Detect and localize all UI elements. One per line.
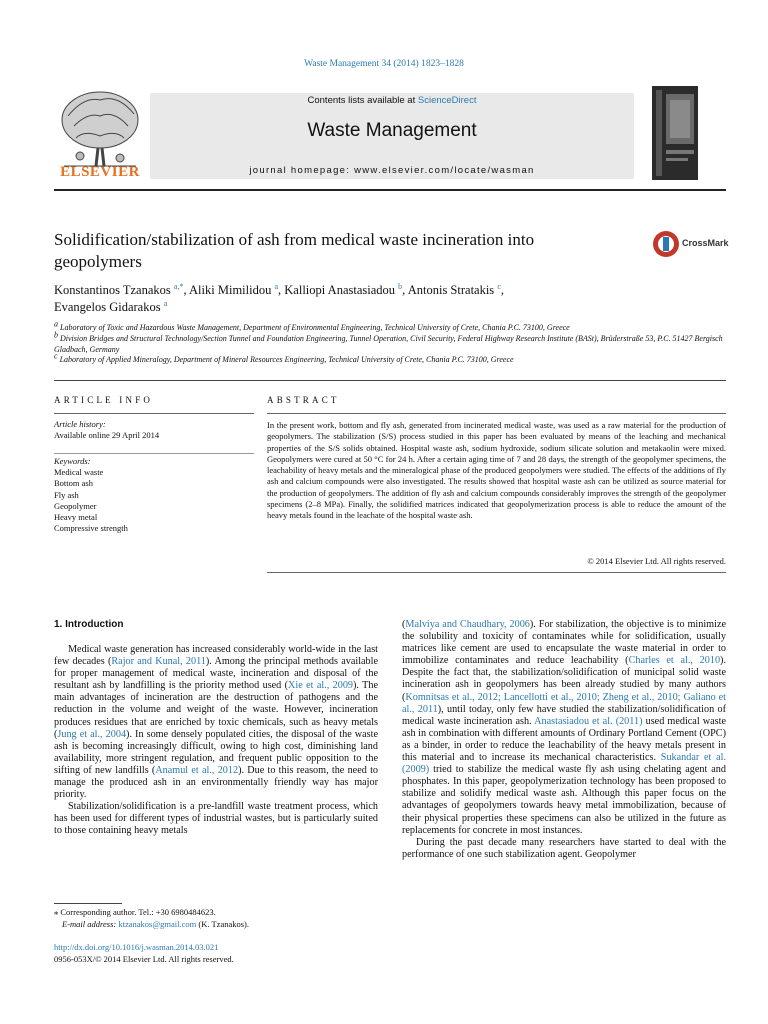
author-affiliation-mark[interactable]: a,* — [173, 281, 184, 291]
affiliation-mark: c — [54, 351, 58, 361]
intro-paragraph-2-cont: (Malviya and Chaudhary, 2006). For stabilization, the objective is to minimize the solubility and toxicity of contaminates while for solidification, usually matrices like cement are used to encapsulate the waste material in order to immobilize contaminates and reduce leachability (Charles et al., 2010). Despite the fact that, the stabilization/solidification of municipal solid waste incineration ash in geopolymers has been already studied by many authors (Komnitsas et al., 2012; Lancellotti et al., 2010; Zheng et al., 2010; Galiano et al., 2011), until today, only few have studied the stabilization/solidification of medical waste incineration ash. Anastasiadou et al. (2011) used medical waste ash in combination with different amounts of Ordinary Portland Cement (OPC) as a binder, in order to reduce the leachability of the heavy metals present in this material and to increase its mechanical characteristics. Sukandar et al. (2009) tried to stabilize the medical waste fly ash using chelating agent and phosphates. In this paper, geopolymerization technology has been proposed to stabilize and solidify medical waste ash. Although this paper focus on the advantages of geopolymers towards heavy metal immobilization, because of their physical properties these specimens can also be utilized in the future as replacements for concrete in most instances. — [402, 619, 726, 836]
author-name: Evangelos Gidarakos — [54, 300, 164, 314]
author-name: Aliki Mimilidou — [189, 283, 275, 297]
affiliation-item — [54, 330, 726, 356]
journal-citation[interactable]: Waste Management 34 (2014) 1823–1828 — [304, 59, 464, 69]
email-link[interactable]: ktzanakos@gmail.com — [118, 918, 197, 929]
author-separator: , — [278, 283, 285, 297]
section-heading-introduction: 1. Introduction — [54, 619, 124, 630]
section-rule — [54, 380, 726, 381]
contents-line — [150, 95, 634, 106]
author-name: Antonis Stratakis — [407, 283, 498, 297]
affiliation-item — [54, 319, 726, 334]
header-rule — [54, 189, 726, 191]
ref-link[interactable]: Komnitsas et al., 2012; Lancellotti et al., 2010; Zheng et al., 2010; Galiano et al., 2011 — [402, 691, 726, 715]
affiliation-text: Division Bridges and Structural Technology/Section Tunnel and Foundation Engineering, Tunnel Operation, Civil Security, Federal Highway Research Institute (BASt), Brüderstraße 53, P.C. 51427 Bergisch Gladbach, Germany — [54, 333, 723, 354]
keyword-item: Compressive strength — [54, 523, 128, 534]
article-history — [54, 419, 254, 441]
author-name: Konstantinos Tzanakos — [54, 283, 174, 297]
abstract-heading: ABSTRACT — [267, 395, 340, 405]
crossmark-label[interactable]: CrossMark — [682, 238, 729, 248]
author-list — [54, 282, 674, 316]
history-value: Available online 29 April 2014 — [54, 430, 160, 440]
ref-link[interactable]: Anamul et al., 2012 — [155, 764, 239, 776]
ref-link[interactable]: Sukandar et al. (2009) — [402, 752, 726, 776]
abstract-end-rule — [267, 572, 726, 573]
journal-name: Waste Management — [307, 120, 477, 141]
affiliations — [54, 319, 726, 366]
author-separator: , — [183, 283, 190, 297]
history-rule — [54, 453, 254, 454]
abstract-copyright: © 2014 Elsevier Ltd. All rights reserved. — [587, 556, 726, 566]
abstract-text: In the present work, bottom and fly ash, generated from incinerated medical waste, was used as a raw material for the production of geopolymers. The stabilization (S/S) process studied in this paper has been evaluated by means of the leaching and mechanical properties of the S/S solids obtained. Hospital waste ash, sodium hydroxide, sodium silicate solution and metakaolin were mixed. Geopolymers were cured at 50 °C for 24 h. After a certain aging time of 7 and 28 days, the strength of the geopolymer specimens, the leachability of heavy metals and the mineralogical phase of the produced geopolymers were studied. The effects of the additions of fly ash and calcium compounds were also investigated. The results showed that hospital waste ash can be utilized as source material for the production of geopolymers. The addition of fly ash and calcium compounds considerably improves the strength of the geopolymer specimens (2–8 MPa). Finally, the solidified matrices indicated that geopolymerization process is able to reduce the amount of the heavy metals found in the leachate of the hospital waste ash. — [267, 420, 726, 521]
intro-paragraph-3: During the past decade many researchers have started to deal with the performance of one such stabilization agent. Geopolymer — [402, 836, 726, 860]
email-line: E-mail address: ktzanakos@gmail.com (K. Tzanakos). — [62, 918, 250, 929]
ref-link[interactable]: Anastasiadou et al. (2011) — [534, 715, 643, 727]
journal-homepage[interactable]: journal homepage: www.elsevier.com/locate/wasman — [249, 165, 535, 176]
abstract-rule — [267, 413, 726, 414]
article-info-rule — [54, 413, 254, 414]
footnote-rule — [54, 903, 122, 904]
article-title: Solidification/stabilization of ash from medical waste incineration into geopolymers — [54, 230, 535, 271]
author-affiliation-mark[interactable]: b — [398, 281, 403, 291]
article-info-heading: ARTICLE INFO — [54, 395, 154, 405]
author-affiliation-mark[interactable]: a — [163, 298, 168, 308]
history-label: Article history: — [54, 419, 106, 429]
intro-paragraph-1: Medical waste generation has increased considerably world-wide in the last few decades (Rajor and Kunal, 2011). Among the principal methods available for proper management of medical waste, incineration and disposal of the resultant ash by landfilling is the priority method used (Xie et al., 2009). The main advantages of incineration are the destruction of pathogens and the reduction in the volume and weight of the waste. However, incineration produces residues that are enriched by toxic chemicals, such as heavy metals (Jung et al., 2004). In some densely populated cities, the disposal of the waste ash is becoming increasingly difficult, owing to high cost, diminishing land availability, more stringent regulation, and frequent public opposition to the sifting of new landfills (Anamul et al., 2012). Due to this reasom, the need to manage the produced ash in an environmentally friendly way has major priority. — [54, 644, 378, 801]
doi-block — [54, 942, 378, 965]
doi-link[interactable]: http://dx.doi.org/10.1016/j.wasman.2014.03.021 — [54, 942, 219, 952]
keywords-block — [54, 456, 254, 534]
affiliation-mark: a — [54, 319, 58, 329]
keyword-item: Heavy metal — [54, 512, 98, 523]
keyword-item: Medical waste — [54, 467, 104, 478]
corresponding-author-footnote — [54, 907, 378, 930]
ref-link[interactable]: Malviya and Chaudhary, 2006 — [405, 619, 530, 630]
affiliation-text: Laboratory of Toxic and Hazardous Waste Management, Department of Environmental Engineering, Technical University of Crete, Chania P.C. 73100, Greece — [58, 323, 570, 332]
author-affiliation-mark[interactable]: a — [274, 281, 279, 291]
ref-link[interactable]: Xie et al., 2009 — [288, 680, 354, 692]
corresponding-author: ⁎ Corresponding author. Tel.: +30 6980484623. — [54, 907, 216, 917]
ref-link[interactable]: Rajor and Kunal, 2011 — [111, 656, 206, 668]
author-separator: , — [500, 283, 504, 297]
affiliation-item — [54, 351, 726, 366]
author-separator: , — [402, 283, 408, 297]
keyword-item: Fly ash — [54, 489, 79, 500]
author-name: Kalliopi Anastasiadou — [284, 283, 399, 297]
body-column-right — [402, 619, 726, 861]
keyword-item: Geopolymer — [54, 500, 97, 511]
keywords-list — [54, 467, 254, 534]
author-affiliation-mark[interactable]: c — [497, 281, 501, 291]
ref-link[interactable]: Charles et al., 2010 — [628, 655, 721, 667]
publisher-name: ELSEVIER — [60, 164, 140, 180]
intro-paragraph-2: Stabilization/solidification is a pre-landfill waste treatment process, which has been used for different types of industrial wastes, but is particularly suited to those containing heavy metals — [54, 801, 378, 837]
affiliation-text: Laboratory of Applied Mineralogy, Department of Mineral Resources Engineering, Technical University of Crete, Chania P.C. 73100, Greece — [57, 355, 514, 365]
issn-line: 0956-053X/© 2014 Elsevier Ltd. All rights reserved. — [54, 953, 234, 964]
keyword-item: Bottom ash — [54, 478, 93, 489]
contents-prefix: Contents lists available at — [307, 95, 418, 106]
sciencedirect-link[interactable]: ScienceDirect — [417, 95, 477, 106]
affiliation-mark: b — [54, 330, 58, 340]
ref-link[interactable]: Jung et al., 2004 — [57, 728, 127, 740]
journal-cover-image — [652, 86, 698, 180]
body-column-left — [54, 644, 378, 838]
keywords-label: Keywords: — [54, 456, 91, 466]
